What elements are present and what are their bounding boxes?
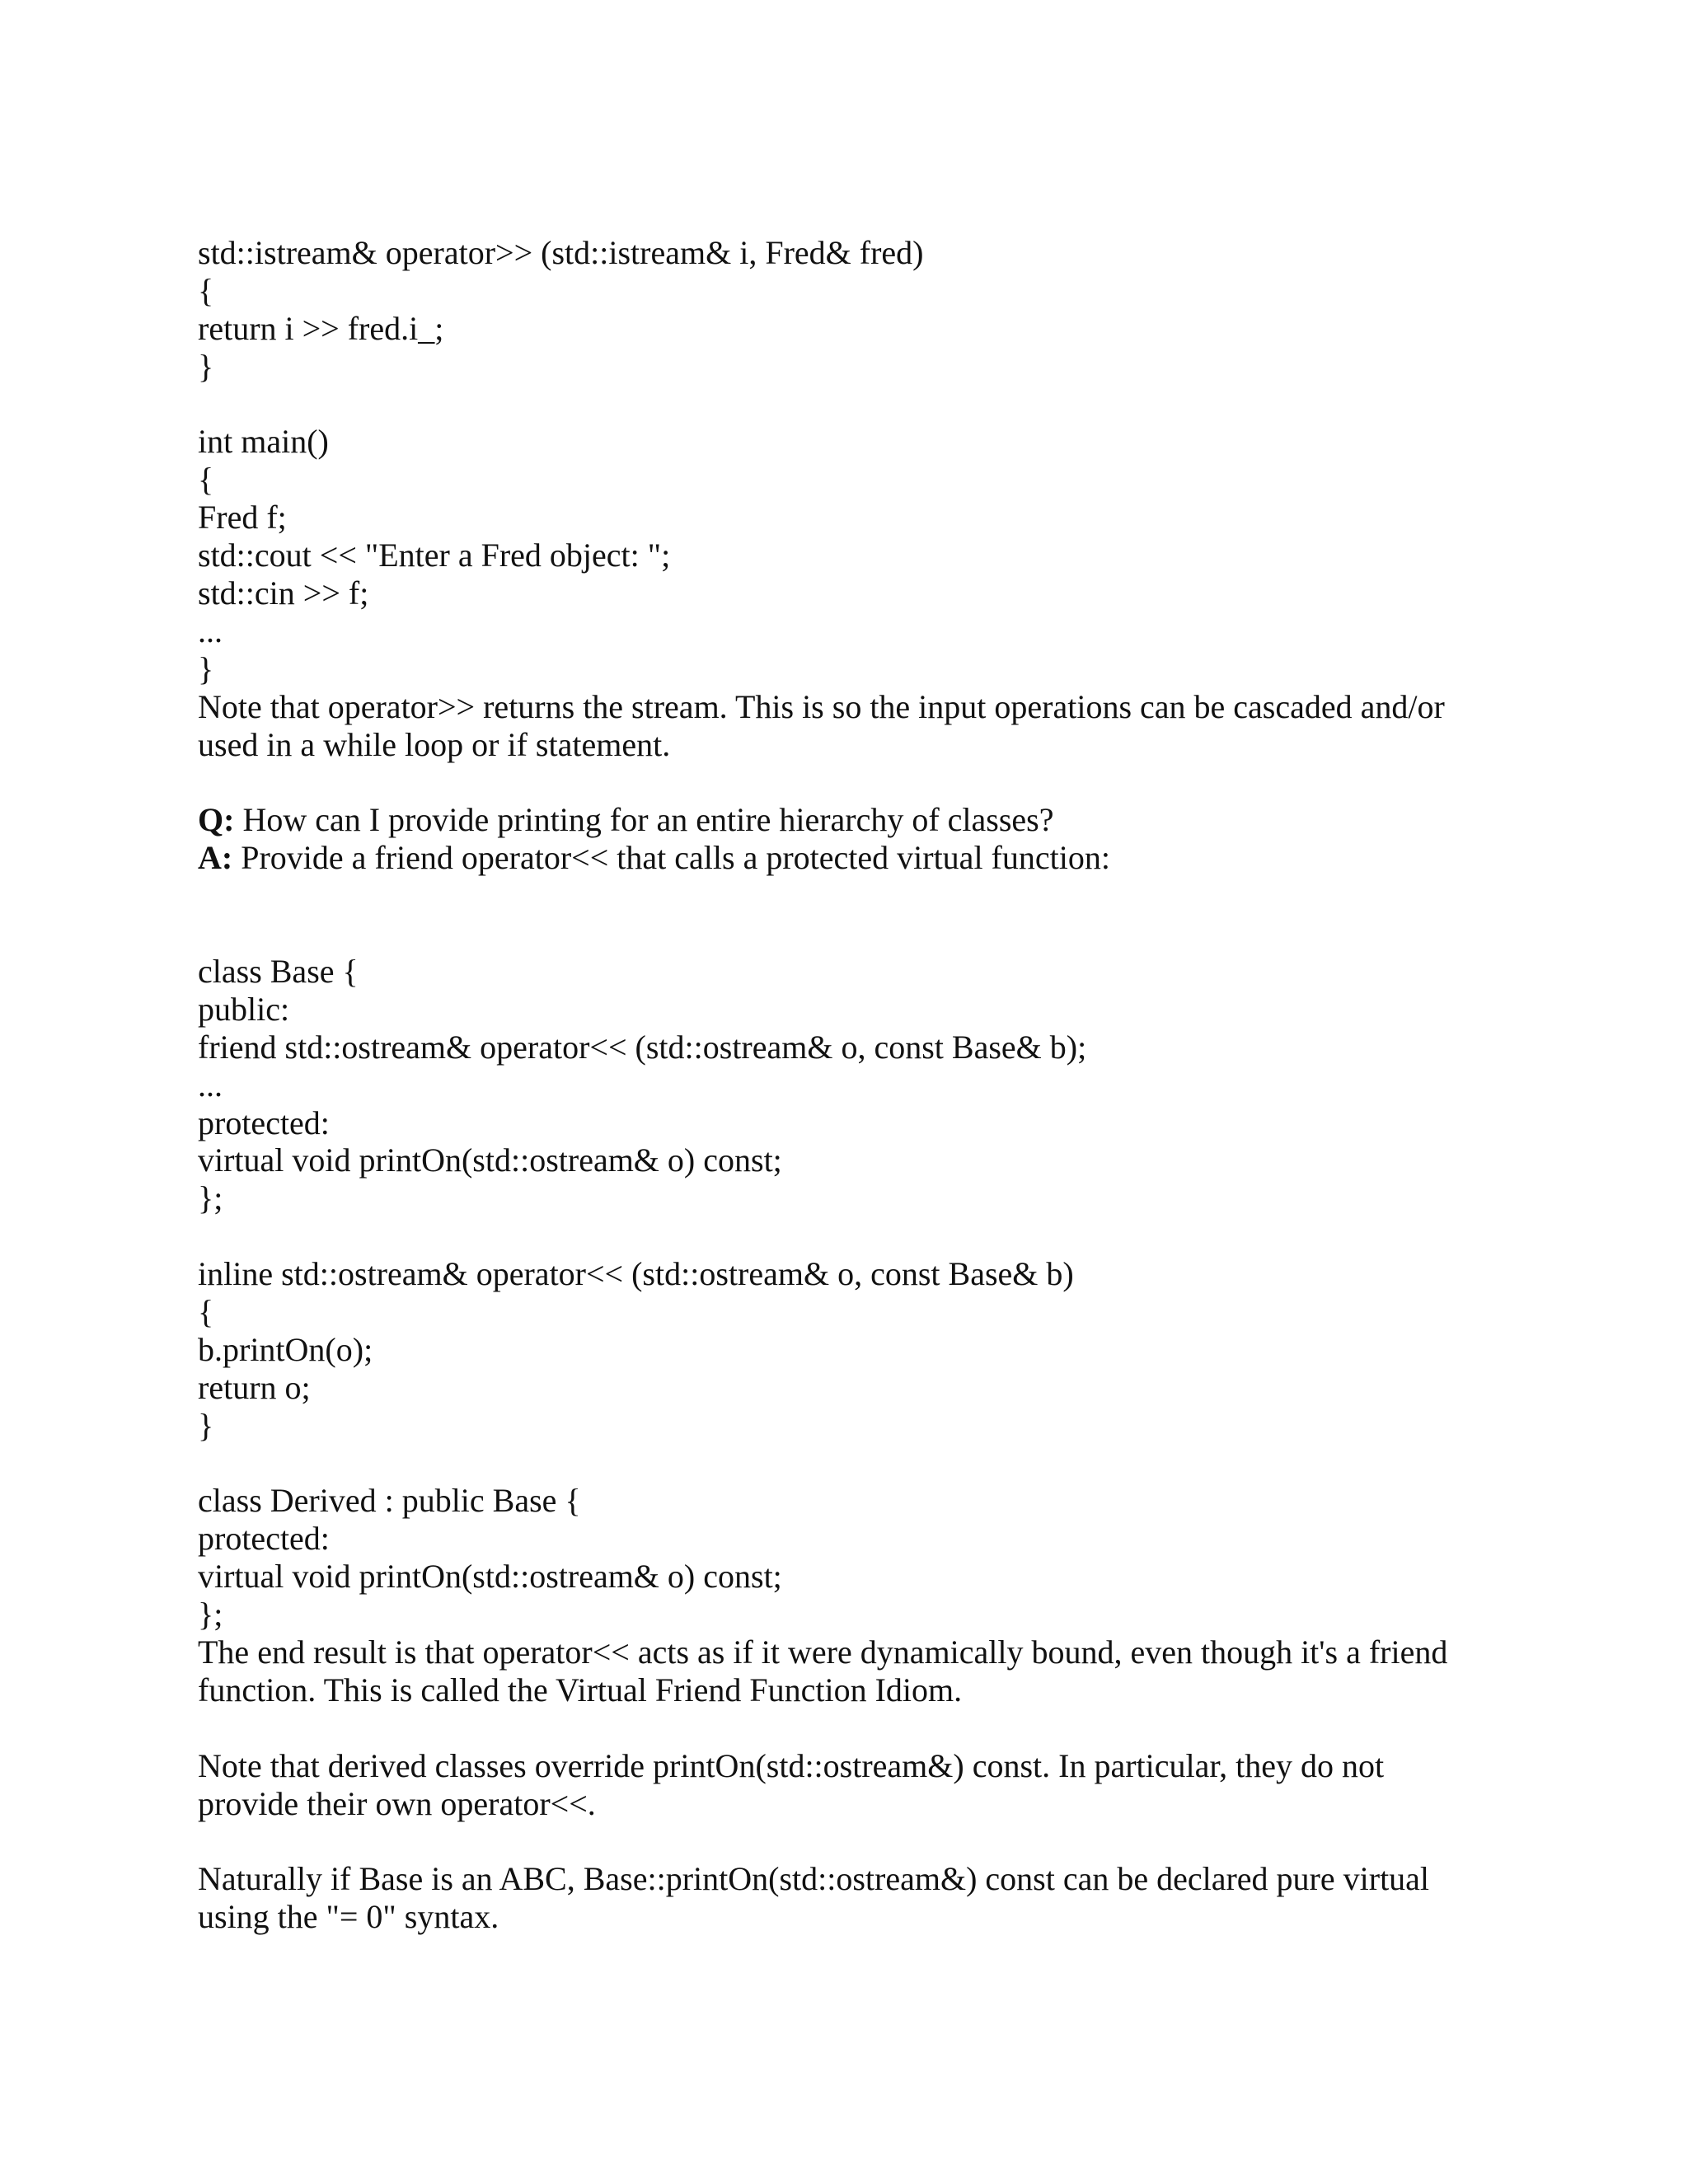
code-line: std::cout << "Enter a Fred object: ";: [198, 537, 671, 574]
code-line: ...: [198, 612, 223, 649]
code-line: }: [198, 347, 214, 385]
spacer: [198, 1822, 1500, 1860]
code-line: inline std::ostream& operator<< (std::ostream& o, const Base& b): [198, 1255, 1074, 1293]
paragraph-line: function. This is called the Virtual Friend Function Idiom.: [198, 1671, 963, 1708]
code-line: std::istream& operator>> (std::istream& i, Fred& fred): [198, 234, 924, 271]
code-block-main: [198, 423, 1500, 687]
code-line: virtual void printOn(std::ostream& o) const;: [198, 1141, 782, 1179]
paragraph-line: using the "= 0" syntax.: [198, 1898, 499, 1936]
code-line: public:: [198, 990, 290, 1028]
paragraph-line: Naturally if Base is an ABC, Base::printOn(std::ostream&) const can be declared pure virtual: [198, 1860, 1430, 1898]
page-content: [198, 234, 1500, 1936]
paragraph-line: used in a while loop or if statement.: [198, 725, 671, 763]
code-line: class Derived : public Base {: [198, 1482, 581, 1520]
code-line: {: [198, 271, 214, 309]
question-answer: [198, 801, 1500, 877]
code-line: ...: [198, 1066, 223, 1104]
answer-label: A:: [198, 839, 233, 877]
code-line: };: [198, 1596, 223, 1633]
spacer: [198, 763, 1500, 801]
code-line: Fred f;: [198, 499, 287, 537]
spacer: [198, 1709, 1500, 1747]
code-line: std::cin >> f;: [198, 574, 369, 612]
paragraph-derived-classes: [198, 1747, 1500, 1823]
paragraph-pure-virtual: [198, 1860, 1500, 1936]
code-line: }: [198, 1406, 214, 1444]
code-line: friend std::ostream& operator<< (std::ostream& o, const Base& b);: [198, 1028, 1087, 1066]
code-line: virtual void printOn(std::ostream& o) const;: [198, 1558, 782, 1596]
code-block-inline-operator: [198, 1255, 1500, 1444]
code-line: }: [198, 649, 214, 687]
code-line: {: [198, 461, 214, 499]
paragraph-line: provide their own operator<<.: [198, 1784, 596, 1822]
code-line: return o;: [198, 1368, 311, 1406]
paragraph-end-result: [198, 1633, 1500, 1709]
spacer: [198, 1217, 1500, 1255]
question-text: How can I provide printing for an entire hierarchy of classes?: [234, 801, 1054, 839]
code-block-class-base: [198, 953, 1500, 1217]
spacer: [198, 1445, 1500, 1483]
question-label: Q:: [198, 801, 235, 839]
code-line: protected:: [198, 1104, 330, 1141]
code-block-class-derived: [198, 1482, 1500, 1633]
spacer: [198, 386, 1500, 424]
paragraph-line: The end result is that operator<< acts as if it were dynamically bound, even though it's a friend: [198, 1633, 1448, 1671]
code-line: class Base {: [198, 952, 359, 990]
paragraph-line: Note that derived classes override printOn(std::ostream&) const. In particular, they do not: [198, 1746, 1385, 1784]
spacer: [198, 877, 1500, 953]
code-line: b.printOn(o);: [198, 1330, 373, 1368]
answer-line: [198, 839, 1500, 877]
code-block-istream-operator: [198, 234, 1500, 386]
answer-text: Provide a friend operator<< that calls a protected virtual function:: [232, 839, 1110, 877]
code-line: protected:: [198, 1520, 330, 1558]
paragraph-operator-returns-stream: [198, 688, 1500, 764]
code-line: int main(): [198, 423, 329, 461]
code-line: };: [198, 1179, 223, 1217]
code-line: return i >> fred.i_;: [198, 309, 444, 347]
paragraph-line: Note that operator>> returns the stream. This is so the input operations can be cascaded and/or: [198, 687, 1445, 725]
question-line: [198, 801, 1500, 839]
code-line: {: [198, 1292, 214, 1330]
